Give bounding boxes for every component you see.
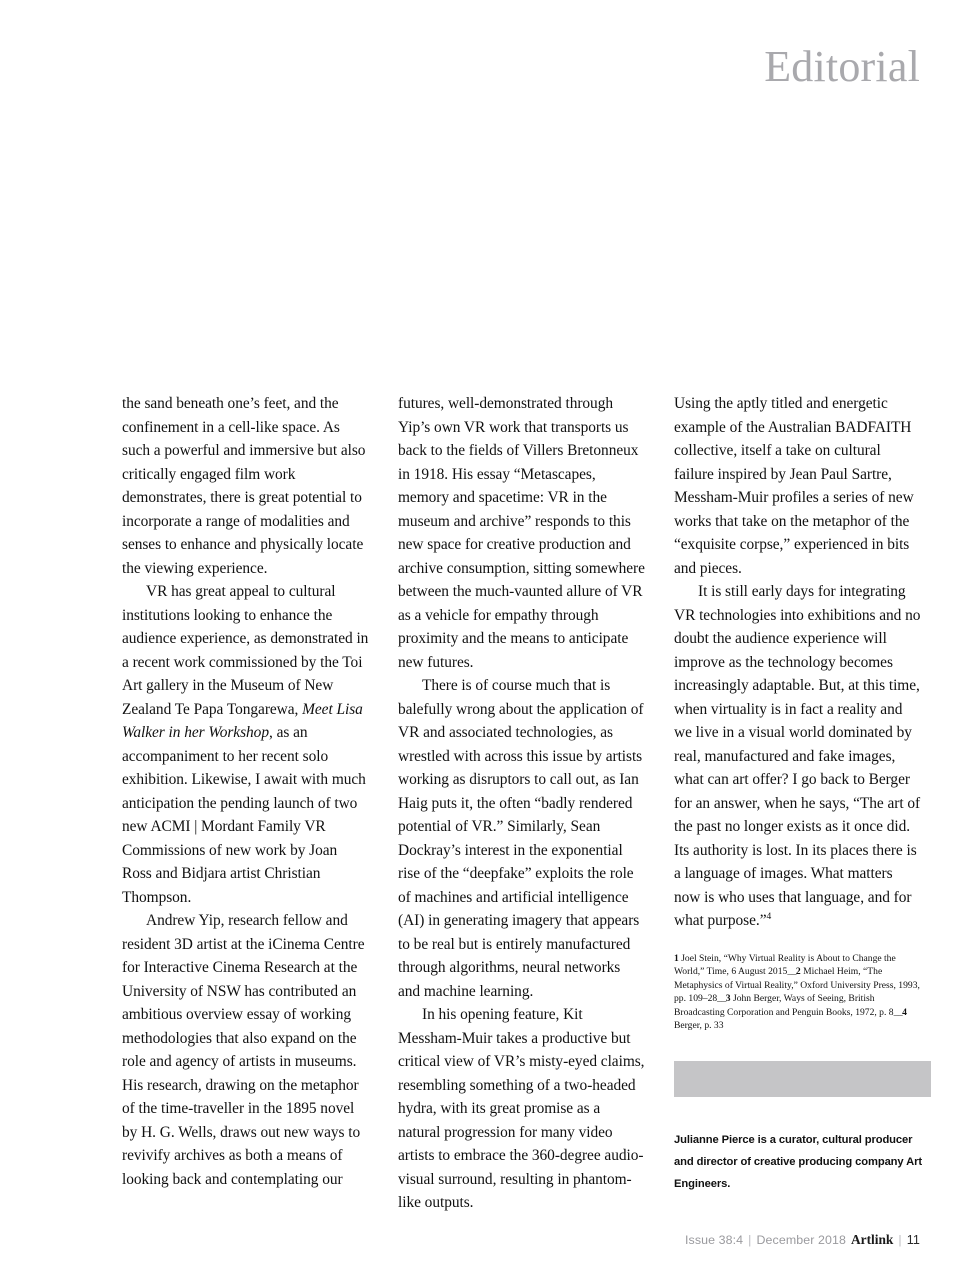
author-byline: Julianne Pierce is a curator, cultural producer and director of creative producing company Art Engineers. [674,1134,922,1191]
paragraph [122,580,370,909]
text-run: There is of course much that is balefully wrong about the application of VR and associated technologies, as wrestled with across this issue by artists working as disruptors to call out, as Ian Haig puts it, the often “badly rendered potential of VR.” Similarly, Sean Dockray’s interest in the exponential rise of the “deepfake” exploits the role of machines and artificial intelligence (AI) in generating imagery that appears to be real but is entirely manufactured through algorithms, neural networks and machine learning. [398,677,644,1000]
footnotes [674,952,922,1034]
footer-separator-1: | [748,1233,752,1247]
footer-separator-2: | [898,1233,902,1247]
footnote-reference: 4 [766,911,772,922]
footnote-number: 4 [902,1006,907,1018]
footer-page-number: 11 [906,1233,920,1247]
paragraph [674,580,922,933]
footnote-separator: __ [893,1006,903,1018]
text-column-2 [398,392,646,1215]
footer-brand: Artlink [850,1232,894,1247]
text-column-3 [674,392,922,1215]
paragraph [398,392,646,674]
page-header [0,44,920,90]
text-run: , as an accompaniment to her recent solo exhibition. Likewise, I await with much anticipation the pending launch of two new ACMI | Mordant Family VR Commissions of new work by Joan Ross and Bidjara artist Christian Thompson. [122,724,366,906]
paragraph [674,392,922,580]
paragraph [122,909,370,1191]
article-columns [122,392,922,1215]
text-run: Andrew Yip, research fellow and resident 3D artist at the iCinema Centre for Interactive Cinema Research at the University of NSW has contributed an ambitious overview essay of working methodologies that also expand on the role and agency of artists in museums. His research, drawing on the metaphor of the time-traveller in the 1895 novel by H. G. Wells, draws out new ways to revivify archives as both a means of looking back and contemplating our [122,912,365,1188]
image-placeholder [674,1061,931,1097]
footnote-number: 2 [795,966,801,978]
footnote-separator: __ [717,993,726,1005]
footnote-number: 1 [674,952,679,964]
paragraph [122,392,370,580]
footer-issue: Issue 38:4 [684,1233,744,1247]
text-run: futures, well-demonstrated through Yip’s own VR work that transports us back to the fields of Villers Bretonneux in 1918. His essay “Metascapes, memory and spacetime: VR in the museum and archive” responds to this new space for creative production and archive consumption, sitting somewhere between the much-vaunted allure of VR as a vehicle for empathy through proximity and the means to anticipate new futures. [398,395,645,671]
text-run: the sand beneath one’s feet, and the confinement in a cell-like space. As such a powerful and immersive but also critically engaged film work demonstrates, there is great potential to incorporate a range of modalities and senses to enhance and physically locate the viewing experience. [122,395,366,577]
paragraph [398,674,646,1003]
italic-title: Meet Lisa Walker in her Workshop [122,700,363,741]
text-run: In his opening feature, Kit Messham-Muir takes a productive but critical view of VR’s misty-eyed claims, resembling something of a two-headed hydra, with its great promise as a natural progression for many video artists to embrace the 360-degree audio-visual surround, resulting in phantom-like outputs. [398,1006,645,1211]
footnote-separator: __ [787,966,796,978]
text-run: It is still early days for integrating VR technologies into exhibitions and no doubt the audience experience will improve as the technology becomes increasingly adaptable. But, at this time, when virtuality is in fact a reality and we live in a visual world dominated by real, manufactured and fake images, what can art offer? I go back to Berger for an answer, when he says, “The art of the past no longer exists as it once did. Its authority is lost. In its places there is a language of images. What matters now is who uses that language, and for what purpose.” [674,583,921,929]
footnote-text: John Berger, Ways of Seeing, British Broadcasting Corporation and Penguin Books, 1972, p. 8 [674,993,894,1018]
page-footer [685,1232,920,1248]
footnote-number: 3 [725,993,731,1005]
paragraph [398,1003,646,1215]
page-title: Editorial [764,42,920,91]
footnote-text: Joel Stein, “Why Virtual Reality is About to Change the World,” Time, 6 August 2015 [674,952,896,978]
text-run: VR has great appeal to cultural institutions looking to enhance the audience experience, as demonstrated in a recent work commissioned by the Toi Art gallery in the Museum of New Zealand Te Papa Tongarewa, [122,583,369,718]
footnote-text: Berger, p. 33 [674,1020,724,1032]
footer-date: December 2018 [756,1233,846,1247]
text-column-1 [122,392,370,1215]
text-run: Using the aptly titled and energetic example of the Australian BADFAITH collective, itself a take on cultural failure inspired by Jean Paul Sartre, Messham-Muir profiles a series of new works that take on the metaphor of the “exquisite corpse,” experienced in bits and pieces. [674,395,914,577]
footnote-text: Michael Heim, “The Metaphysics of Virtual Reality,” Oxford University Press, 1993, pp. 109–28 [674,966,920,1005]
